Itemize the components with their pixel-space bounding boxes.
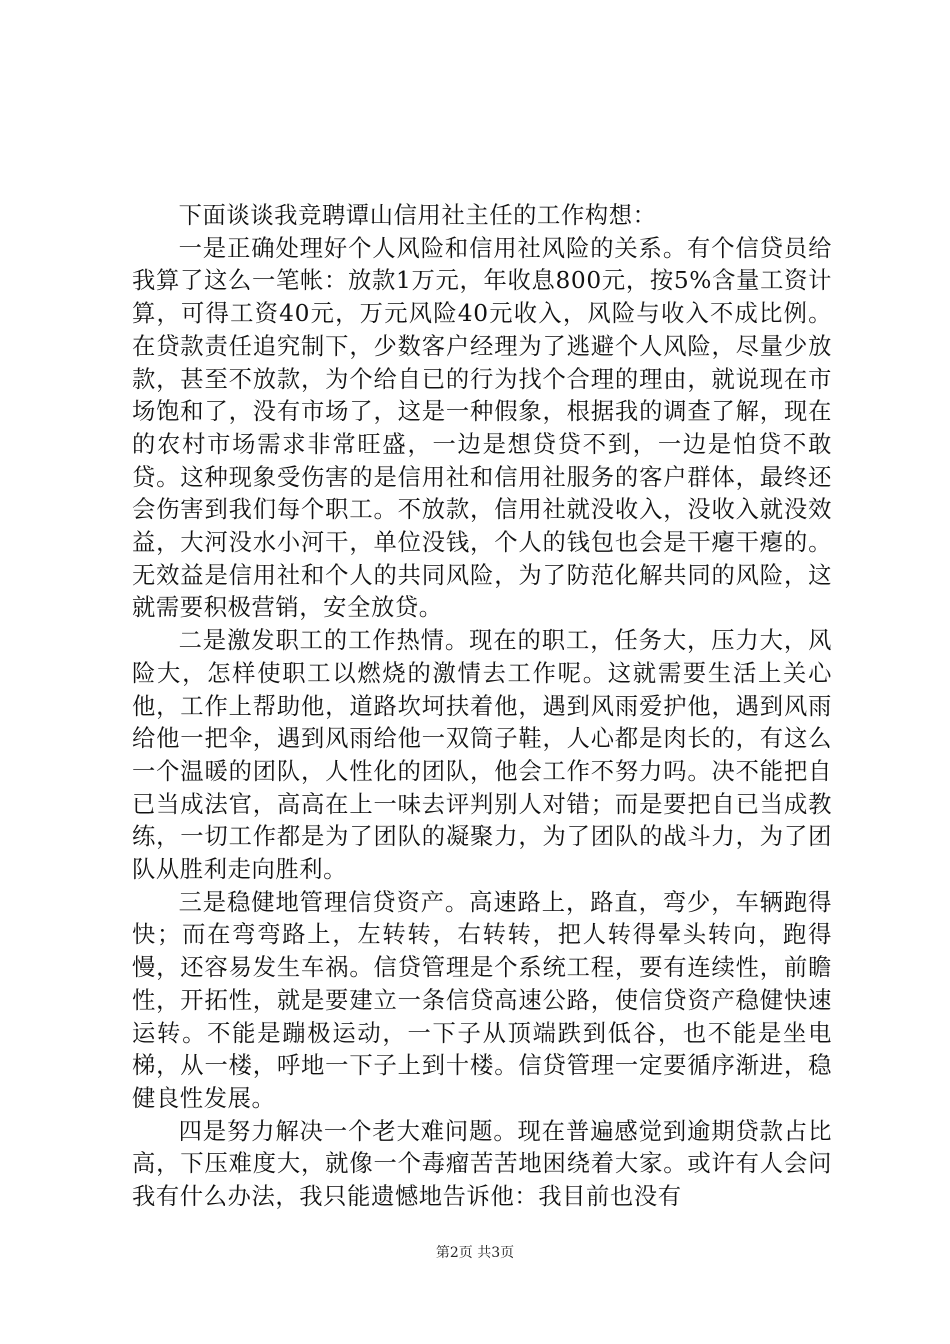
paragraph-intro: 下面谈谈我竞聘谭山信用社主任的工作构想： [178, 202, 657, 229]
paragraph-point-four: 四是努力解决一个老大难问题。现在普遍感觉到逾期贷款占比高，下压难度大，就像一个毒瘤苦苦地困绕着大家。或许有人会问我有什么办法，我只能遗憾地告诉他：我目前也没有 [132, 1117, 832, 1211]
paragraph-point-one: 一是正确处理好个人风险和信用社风险的关系。有个信贷员给我算了这么一笔帐：放款1万元，年收息800元，按5%含量工资计算，可得工资40元，万元风险40元收入，风险与收入不成比例。在贷款责任追究制下，少数客户经理为了逃避个人风险，尽量少放款，甚至不放款，为个给自已的行为找个合理的理由，就说现在市场饱和了，没有市场了，这是一种假象，根据我的调查了解，现在的农村市场需求非常旺盛，一边是想贷贷不到，一边是怕贷不敢贷。这种现象受伤害的是信用社和信用社服务的客户群体，最终还会伤害到我们每个职工。不放款，信用社就没收入，没收入就没效益，大河没水小河干，单位没钱，个人的钱包也会是干瘪干瘪的。无效益是信用社和个人的共同风险，为了防范化解共同的风险，这就需要积极营销，安全放贷。 [132, 234, 832, 622]
document-body [132, 200, 832, 1214]
paragraph-point-two: 二是激发职工的工作热情。现在的职工，任务大，压力大，风险大，怎样使职工以燃烧的激情去工作呢。这就需要生活上关心他，工作上帮助他，道路坎坷扶着他，遇到风雨爱护他，遇到风雨给他一把伞，遇到风雨给他一双筒子鞋，人心都是肉长的，有这么一个温暖的团队，人性化的团队，他会工作不努力吗。决不能把自已当成法官，高高在上一味去评判别人对错；而是要把自已当成教练，一切工作都是为了团队的凝聚力，为了团队的战斗力，为了团队从胜利走向胜利。 [132, 627, 832, 884]
page-number-footer: 第2页 共3页 [435, 1245, 515, 1261]
paragraph-point-three: 三是稳健地管理信贷资产。高速路上，路直，弯少，车辆跑得快；而在弯弯路上，左转转，右转转，把人转得晕头转向，跑得慢，还容易发生车祸。信贷管理是个系统工程，要有连续性，前瞻性，开拓性，就是要建立一条信贷高速公路，使信贷资产稳健快速运转。不能是蹦极运动，一下子从顶端跌到低谷，也不能是坐电梯，从一楼，呼地一下子上到十楼。信贷管理一定要循序渐进，稳健良性发展。 [132, 888, 832, 1112]
